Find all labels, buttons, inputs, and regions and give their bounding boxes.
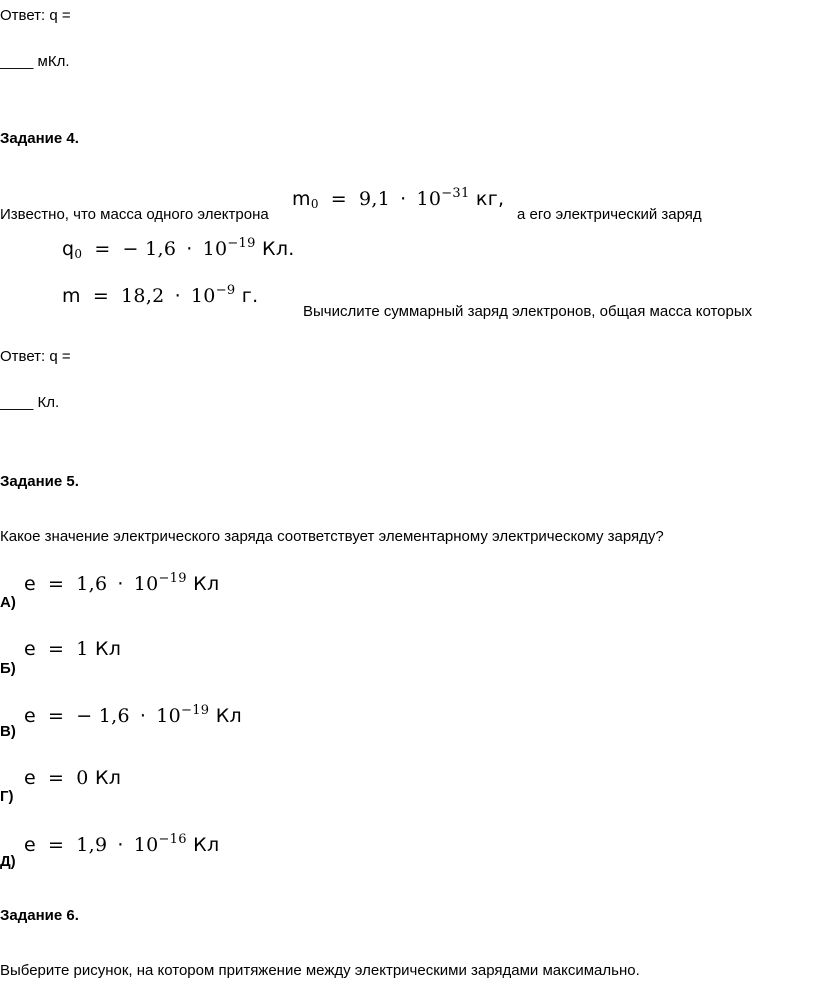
option-d-formula[interactable]: e = 0 Кл	[24, 767, 122, 789]
option-a-formula[interactable]: $e = 1,6 \cdot 10^{-19}$ Кл	[24, 571, 220, 595]
option-d-letter[interactable]: Г)	[0, 788, 14, 805]
option-e-formula[interactable]: $e = 1,9 \cdot 10^{-16}$ Кл	[24, 832, 220, 856]
answer-2-blank[interactable]: ____	[0, 394, 34, 411]
task-4-heading: Задание 4.	[0, 130, 79, 147]
answer-1-blank[interactable]: ____	[0, 53, 34, 70]
answer-2-unit: Кл.	[37, 394, 60, 411]
option-a-letter[interactable]: А)	[0, 594, 16, 611]
answer-1-unit: мКл.	[37, 53, 70, 70]
task-6-question: Выберите рисунок, на котором притяжение между электрическими зарядами максимально.	[0, 962, 640, 979]
task-4-question: Вычислите суммарный заряд электронов, общая масса которых	[303, 303, 753, 320]
task-5-question: Какое значение электрического заряда соответствует элементарному электрическому заряду?	[0, 528, 664, 545]
option-e-letter[interactable]: Д)	[0, 853, 16, 870]
answer-2-line	[0, 394, 59, 411]
option-b-formula[interactable]: e = 1 Кл	[24, 638, 122, 660]
answer-1-label: Ответ: q =	[0, 7, 71, 24]
formula-m0: $m_0 = 9,1 \cdot 10^{-31}$ кг,	[292, 186, 505, 211]
option-b-letter[interactable]: Б)	[0, 660, 16, 677]
formula-q0: $q_0$ = − $1,6 \cdot 10^{-19}$ Кл.	[62, 236, 295, 261]
option-c-letter[interactable]: В)	[0, 723, 16, 740]
answer-1-line	[0, 53, 70, 70]
option-c-formula[interactable]: e = − $1,6 \cdot 10^{-19}$ Кл	[24, 703, 242, 727]
task-5-heading: Задание 5.	[0, 473, 79, 490]
task-4-text-before: Известно, что масса одного электрона	[0, 206, 269, 223]
task-6-heading: Задание 6.	[0, 907, 79, 924]
task-4-text-after: а его электрический заряд	[517, 206, 702, 223]
answer-2-label: Ответ: q =	[0, 348, 71, 365]
formula-m: $m = 18,2 \cdot 10^{-9}$ г.	[62, 283, 259, 307]
